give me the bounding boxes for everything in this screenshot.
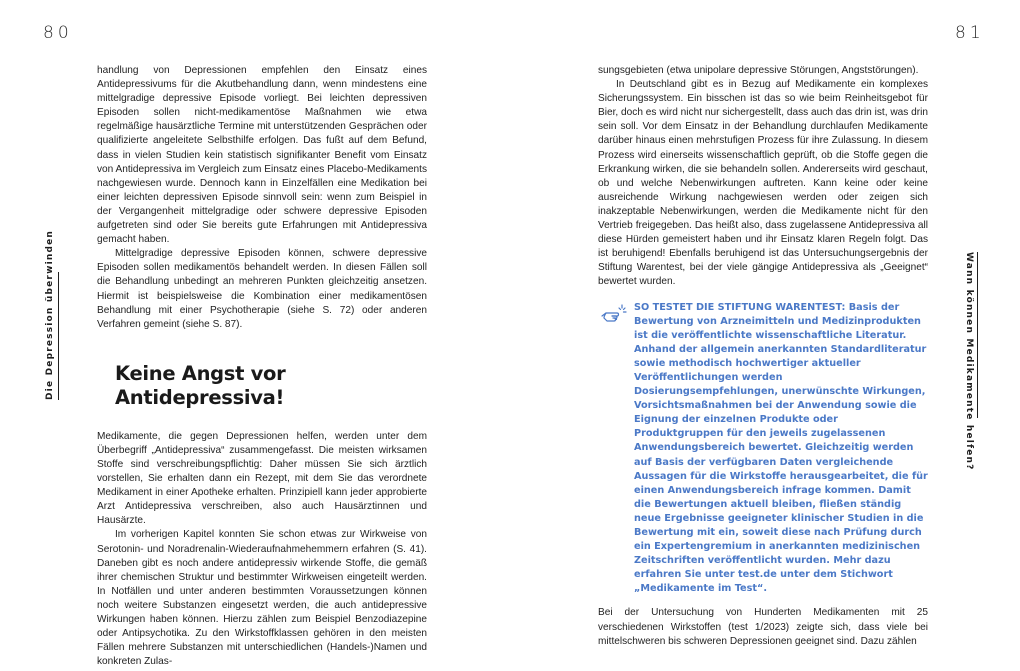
body-paragraph: handlung von Depressionen empfehlen den Einsatz eines Antidepressivums für die Akutbehandlung dann, wenn mindestens eine mittelgradige depressive Episode vorliegt. Bei leichten depressiven Episoden sollen nicht-medikamentöse Maßnahmen wie etwa regelmäßige hausärztliche Termine mit unterstützenden Gesprächen oder qualifizierte angeleitete Selbsthilfe erfolgen. Das fußt auf dem Befund, dass in vielen Studien kein statistisch signifikanter Benefit vom Einsatz von Antidepressiva im Vergleich zum Einsatz eines Placebo-Medikaments nachgewiesen wurde. Dennoch kann in Einzelfällen eine Medikation bei einer leichten depressiven Episode sinnvoll sein: wenn zum Beispiel in der Vergangenheit mittelgradige oder schwere depressive Episoden aufgetreten sind oder Sie bereits gute Erfahrungen mit Antidepressiva gemacht haben. (97, 65, 427, 246)
body-paragraph: sungsgebieten (etwa unipolare depressive Störungen, Angststörungen). (598, 65, 919, 76)
body-paragraph: Mittelgradige depressive Episoden können, schwere depressive Episoden sollen medikamentös behandelt werden. In diesen Fällen soll die Behandlung unbedingt an mehreren Punkten gleichzeitig ansetzen. Hiermit ist beispielsweise die Kombination einer medikamentösen Behandlung mit einer Psychotherapie (siehe S. 72) oder anderen Verfahren gemeint (siehe S. 87). (97, 248, 427, 330)
right-page-number: 81 (955, 23, 985, 43)
left-page-number: 80 (43, 23, 73, 43)
body-paragraph: In Deutschland gibt es in Bezug auf Medikamente ein komplexes Sicherungssystem. Ein bisschen ist das so wie beim Reinheitsgebot für Bier, doch es wird nicht nur sichergestellt, dass auch das drin ist, was drin sein soll. Vor dem Einsatz in der Behandlung durchlaufen Medikamente darüber hinaus einen mehrstufigen Prozess für ihre Zulassung. In diesem Prozess wird einerseits wissenschaftlich geprüft, ob die Stoffe gegen die Erkrankung wirken, die sie behandeln sollen. Andererseits wird geschaut, ob und welche Nebenwirkungen auftreten. Kann keine oder keine ausreichende Wirkung nachgewiesen werden oder zeigen sich inakzeptable Nebenwirkungen, werden die Medikamente nicht für den Vertrieb freigegeben. Das heißt also, dass zugelassene Antidepressiva all diese Hürden gemeistert haben und ihr Einsatz klaren Regeln folgt. Das ist beruhigend! Ebenfalls beruhigend ist das Untersuchungsergebnis der Stiftung Warentest, bei der viele gängige Antidepressiva als „Geeignet“ bewertet wurden. (598, 79, 928, 288)
test-info-callout (598, 301, 928, 597)
body-paragraph: Im vorherigen Kapitel konnten Sie schon etwas zur Wirkweise von Serotonin- und Noradrenalin-Wiederaufnahmehemmern erfahren (S. 41). Daneben gibt es noch andere antidepressiv wirkende Stoffe, die gemäß ihrer chemischen Struktur und bestimmter Wirkweisen eingeteilt werden. In Notfällen und unter anderen bestimmten Voraussetzungen können noch weitere Substanzen eingesetzt werden, die auch antidepressive Wirkungen haben können. Hierzu zählen zum Beispiel Benzodiazepine oder Antipsychotika. Zu den Wirkstoffklassen gehören in den meisten Fällen mehrere Substanzen mit unterschiedlichen (Handels-)Namen und konkreten Zulas- (97, 529, 427, 668)
left-chapter-label: Die Depression überwinden (45, 272, 59, 400)
pointing-hand-with-sparkle-icon (600, 302, 628, 324)
right-page-column (598, 64, 928, 649)
left-page-column (97, 64, 427, 669)
body-paragraph: Bei der Untersuchung von Hunderten Medikamenten mit 25 verschiedenen Wirkstoffen (test 1/2023) zeigte sich, dass viele bei mittelschweren bis schweren Depressionen geeignet sind. Dazu zählen (598, 607, 928, 647)
body-paragraph: Medikamente, die gegen Depressionen helfen, werden unter dem Überbegriff „Antidepressiva“ zusammengefasst. Die meisten wirksamen Stoffe sind verschreibungspflichtig: Daher müssen Sie sich ärztlich vorstellen, Sie erhalten dann ein Rezept, mit dem Sie das verordnete Medikament in einer Apotheke erhalten. Prinzipiell kann jeder approbierte Arzt Antidepressiva verschreiben, also auch Hausärztinnen und Hausärzte. (97, 430, 427, 527)
callout-text: SO TESTET DIE STIFTUNG WARENTEST: Basis der Bewertung von Arzneimitteln und Medizinprodukten ist die veröffentlichte wissenschaftliche Literatur. Anhand der allgemein anerkannten Standardliteratur sowie methodisch hochwertiger aktueller Veröffentlichungen werden Dosierungsempfehlungen, unerwünschte Wirkungen, Vorsichtsmaßnahmen bei der Anwendung sowie die Eignung der einzelnen Produkte oder Produktgruppen für den jeweils zugelassenen Anwendungsbereich bewertet. Gleichzeitig werden auf Basis der verfügbaren Daten vergleichende Aussagen für die Wirkstoffe herausgearbeitet, die für einen Anwendungsbereich infrage kommen. Damit die Bewertungen aktuell bleiben, fließen ständig neue Ergebnisse geeigneter klinischer Studien in die Bewertung mit ein, soweit diese nach Prüfung durch ein Expertengremium in anerkannten medizinischen Zeitschriften veröffentlicht wurden. Mehr dazu erfahren Sie unter test.de unter dem Stichwort „Medikamente im Test“. (634, 301, 928, 595)
section-heading: Keine Angst vor Antidepressiva! (115, 361, 286, 409)
right-chapter-label: Wann können Medikamente helfen? (964, 252, 978, 418)
